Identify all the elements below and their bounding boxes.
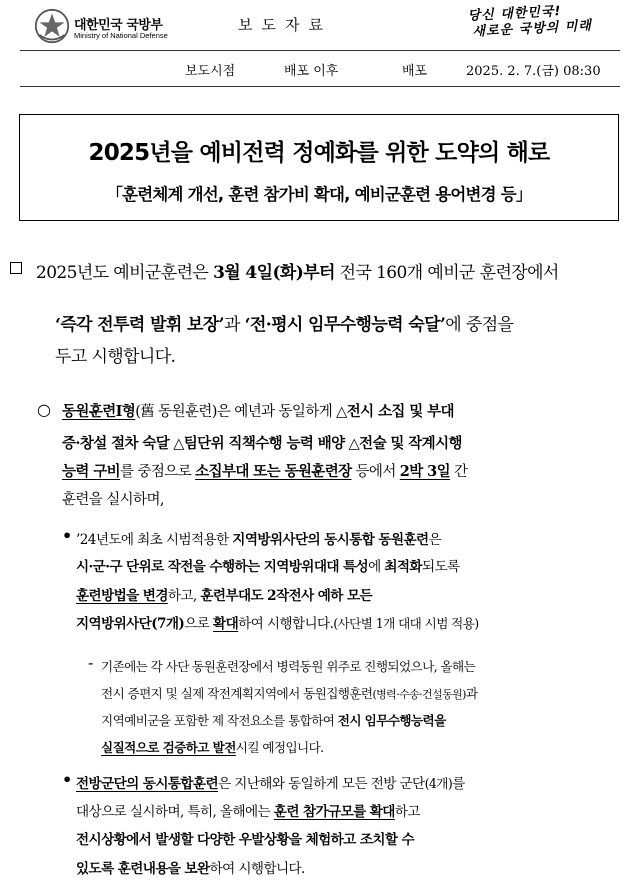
p2-line-2: 증·창설 절차 숙달 △팀단위 직책수행 능력 배양 △전술 및 작계시행 xyxy=(62,435,462,452)
p5-line-1: 전방군단의 동시통합훈련은 지난해와 동일하게 모든 전방 군단(4개)를 xyxy=(76,776,465,792)
p5-bullet: • xyxy=(62,770,73,789)
p3-line-1: ’24년도에 최초 시범적용한 지역방위사단의 동시통합 동원훈련은 xyxy=(76,532,442,548)
slogan xyxy=(467,1,618,41)
p2-line-1: 동원훈련Ⅰ형(舊 동원훈련)은 예년과 동일하게 △전시 소집 및 부대 xyxy=(62,403,454,420)
p1-line-3: 두고 시행합니다. xyxy=(55,347,176,367)
p2-bullet: ○ xyxy=(37,400,51,419)
p3-bullet: • xyxy=(62,526,73,545)
slogan-line-2: 새로운 국방의 미래 xyxy=(472,18,593,40)
p5-line-2: 대상으로 실시하며, 특히, 올해에는 훈련 참가규모를 확대하고 xyxy=(76,804,420,820)
title-box xyxy=(19,114,619,221)
p2-line-4: 훈련을 실시하며, xyxy=(62,492,164,508)
p4-line-4: 실질적으로 검증하고 발전시킬 예정입니다. xyxy=(101,740,324,755)
org-name: 대한민국 국방부 xyxy=(74,18,163,33)
mnd-emblem-icon xyxy=(34,8,70,44)
page-title: 2025년을 예비전력 정예화를 위한 도약의 해로 xyxy=(88,140,550,166)
release-label: 보도시점 xyxy=(185,64,236,79)
page-subtitle: 「훈련체계 개선, 훈련 참가비 확대, 예비군훈련 용어변경 등」 xyxy=(106,185,532,204)
document-header xyxy=(0,0,640,52)
dist-label: 배포 xyxy=(402,64,428,79)
slogan-line-1: 당신 대한민국! xyxy=(467,4,562,24)
p5-line-4: 있도록 훈련내용을 보완하여 시행합니다. xyxy=(76,861,305,877)
p3-line-4: 지역방위사단(7개)으로 확대하여 시행합니다.(사단별 1개 대대 시범 적용) xyxy=(76,616,479,632)
p5-line-3: 전시상황에서 발생할 다양한 우발상황을 체험하고 조치할 수 xyxy=(76,832,415,848)
p4-line-2: 전시 증편지 및 실제 작전계획지역에서 동원집행훈련(병력·수송·건설동원)과 xyxy=(101,686,478,701)
p1-line-1: 2025년도 예비군훈련은 3월 4일(화)부터 전국 160개 예비군 훈련장에서 xyxy=(36,263,559,283)
p3-line-3: 훈련방법을 변경하고, 훈련부대도 2작전사 예하 모든 xyxy=(76,588,373,604)
p2-line-3: 능력 구비를 중점으로 소집부대 또는 동원훈련장 등에서 2박 3일 간 xyxy=(62,463,468,480)
checkbox-square-icon xyxy=(10,262,22,274)
p4-line-3: 지역예비군을 포함한 제 작전요소를 통합하여 전시 임무수행능력을 xyxy=(101,713,446,728)
release-value: 배포 이후 xyxy=(284,64,339,79)
header-divider xyxy=(20,50,620,51)
p4-bullet: - xyxy=(88,653,94,672)
doc-type-label: 보도자료 xyxy=(238,16,332,34)
org-name-en: Ministry of National Defense xyxy=(74,31,168,40)
p3-line-2: 시·군·구 단위로 작전을 수행하는 지역방위대대 특성에 최적화되도록 xyxy=(76,559,460,575)
info-divider xyxy=(20,86,620,87)
dist-value: 2025. 2. 7.(금) 08:30 xyxy=(466,64,601,79)
p1-line-2: ‘즉각 전투력 발휘 보장’과 ‘전·평시 임무수행능력 숙달’에 중점을 xyxy=(55,315,514,335)
p4-line-1: 기존에는 각 사단 동원훈련장에서 병력동원 위주로 진행되었으나, 올해는 xyxy=(101,659,476,674)
